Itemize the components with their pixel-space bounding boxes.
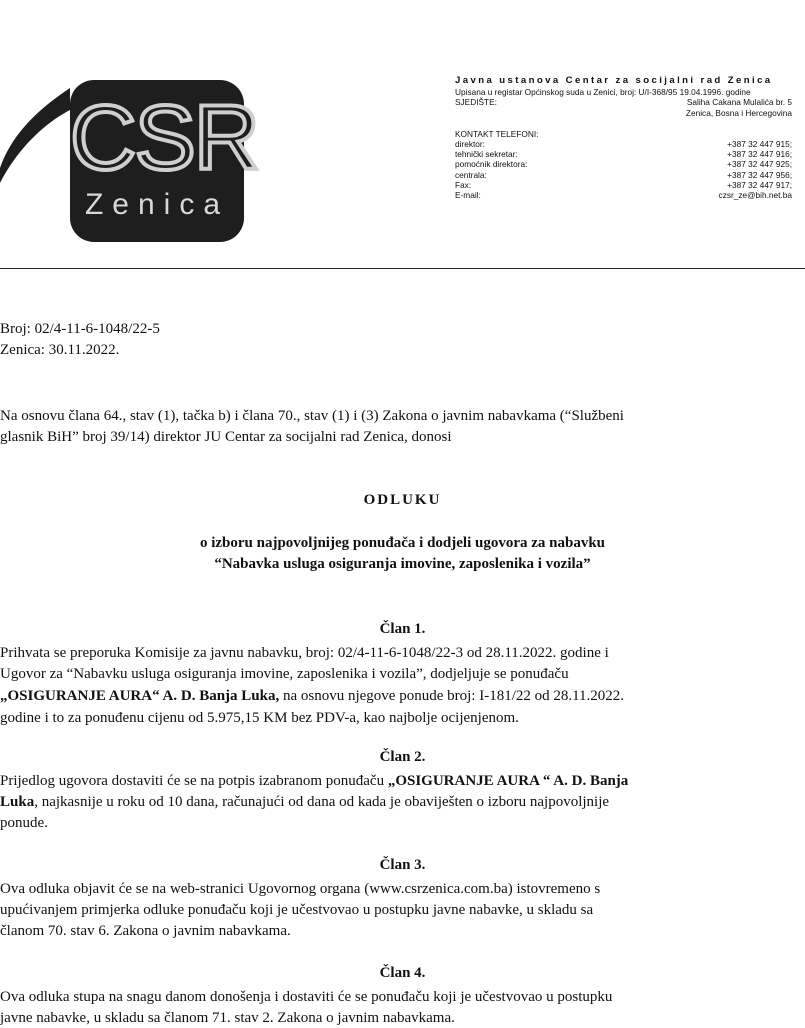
csr-logo xyxy=(70,80,259,242)
logo-text-csr: CSR xyxy=(70,87,259,189)
contact-row xyxy=(455,159,792,169)
contact-label: direktor: xyxy=(455,139,485,150)
institution-name: Javna ustanova Centar za socijalni rad Zenica xyxy=(455,75,773,86)
contact-value: czsr_ze@bih.net.ba xyxy=(718,190,792,201)
article-1-line-rest: na osnovu njegove ponude broj: I-181/22 od 28.11.2022. xyxy=(279,688,625,704)
seat-label: SJEDIŠTE: xyxy=(455,97,497,108)
article-4-line: javne nabavke, u skladu sa članom 71. stav 2. Zakona o javnim nabavkama. xyxy=(0,1010,455,1026)
intro-line: glasnik BiH” broj 39/14) direktor JU Centar za socijalni rad Zenica, donosi xyxy=(0,429,452,445)
contact-label: pomoćnik direktora: xyxy=(455,159,528,170)
article-2-line xyxy=(0,771,628,791)
seat-row xyxy=(455,97,792,107)
contact-row xyxy=(455,180,792,190)
article-2-line-rest: , najkasnije u roku od 10 dana, računajući od dana od kada je obaviješten o izboru najpovoljnije xyxy=(34,794,610,810)
document-place-date: Zenica: 30.11.2022. xyxy=(0,342,120,358)
article-3-line: upućivanjem primjerka odluke ponuđaču koji je učestvovao u postupku javne nabavke, u skladu sa xyxy=(0,902,594,918)
bidder-name: „OSIGURANJE AURA “ A. D. Banja xyxy=(387,773,629,789)
contact-value: +387 32 447 956; xyxy=(727,169,792,180)
contact-value: +387 32 447 916; xyxy=(727,149,792,160)
contact-value: +387 32 447 915; xyxy=(727,139,792,150)
bidder-name: Luka xyxy=(0,794,35,810)
bidder-name: „OSIGURANJE AURA“ A. D. Banja Luka, xyxy=(0,688,280,704)
article-2-line xyxy=(0,792,609,812)
contact-row xyxy=(455,149,792,159)
contact-row xyxy=(455,139,792,149)
article-4-line: Ova odluka stupa na snagu danom donošenja i dostaviti će se ponuđaču koji je učestvovao u postupku xyxy=(0,989,613,1005)
seat-street: Saliha Cakana Mulalića br. 5 xyxy=(686,97,792,108)
seat-city: Zenica, Bosna i Hercegovina xyxy=(685,107,792,118)
contacts-title: KONTAKT TELEFONI: xyxy=(455,128,539,139)
decision-subtitle: o izboru najpovoljnijeg ponuđača i dodjeli ugovora za nabavku xyxy=(199,535,606,551)
header-divider xyxy=(0,268,805,269)
decision-subtitle: “Nabavka usluga osiguranja imovine, zaposlenika i vozila” xyxy=(214,556,591,572)
document-number: Broj: 02/4-11-6-1048/22-5 xyxy=(0,321,160,337)
registry-line: Upisana u registar Općinskog suda u Zenici, broj: U/I-368/95 19.04.1996. godine xyxy=(455,87,751,98)
seat-city-row xyxy=(455,108,792,118)
article-1-heading: Član 1. xyxy=(379,621,426,637)
article-2-heading: Član 2. xyxy=(379,749,426,765)
decision-title: ODLUKU xyxy=(363,492,442,508)
contact-value: +387 32 447 925; xyxy=(727,159,792,170)
article-1-line: Prihvata se preporuka Komisije za javnu nabavku, broj: 02/4-11-6-1048/22-3 od 28.11.2022. godine i xyxy=(0,645,609,661)
contacts-block xyxy=(455,129,792,200)
article-4-heading: Član 4. xyxy=(379,965,426,981)
article-3-line: Ova odluka objavit će se na web-stranici Ugovornog organa (www.csrzenica.com.ba) istovremeno s xyxy=(0,881,601,897)
article-1-line: Ugovor za “Nabavku usluga osiguranja imovine, zaposlenika i vozila”, dodjeljuje se ponuđaču xyxy=(0,666,569,682)
contact-row xyxy=(455,190,792,200)
contact-row xyxy=(455,170,792,180)
contact-label: Fax: xyxy=(455,179,472,190)
contact-label: E-mail: xyxy=(455,190,481,201)
intro-line: Na osnovu člana 64., stav (1), tačka b) i člana 70., stav (1) i (3) Zakona o javnim nabavkama (“Službeni xyxy=(0,408,624,424)
article-3-line: članom 70. stav 6. Zakona o javnim nabavkama. xyxy=(0,923,291,939)
institution-header xyxy=(455,76,792,200)
logo-text-zenica: Zenica xyxy=(84,188,230,221)
logo-swoosh-graphic xyxy=(0,88,80,188)
article-3-heading: Član 3. xyxy=(379,857,426,873)
contact-label: centrala: xyxy=(455,169,487,180)
article-2-line: ponude. xyxy=(0,815,48,831)
contact-value: +387 32 447 917; xyxy=(727,179,792,190)
article-2-line-pre: Prijedlog ugovora dostaviti će se na potpis izabranom ponuđaču xyxy=(0,773,388,789)
contact-label: tehnički sekretar: xyxy=(455,149,518,160)
article-1-line: godine i to za ponuđenu cijenu od 5.975,15 KM bez PDV-a, kao najbolje ocijenjenom. xyxy=(0,710,519,726)
article-1-line xyxy=(0,686,624,706)
